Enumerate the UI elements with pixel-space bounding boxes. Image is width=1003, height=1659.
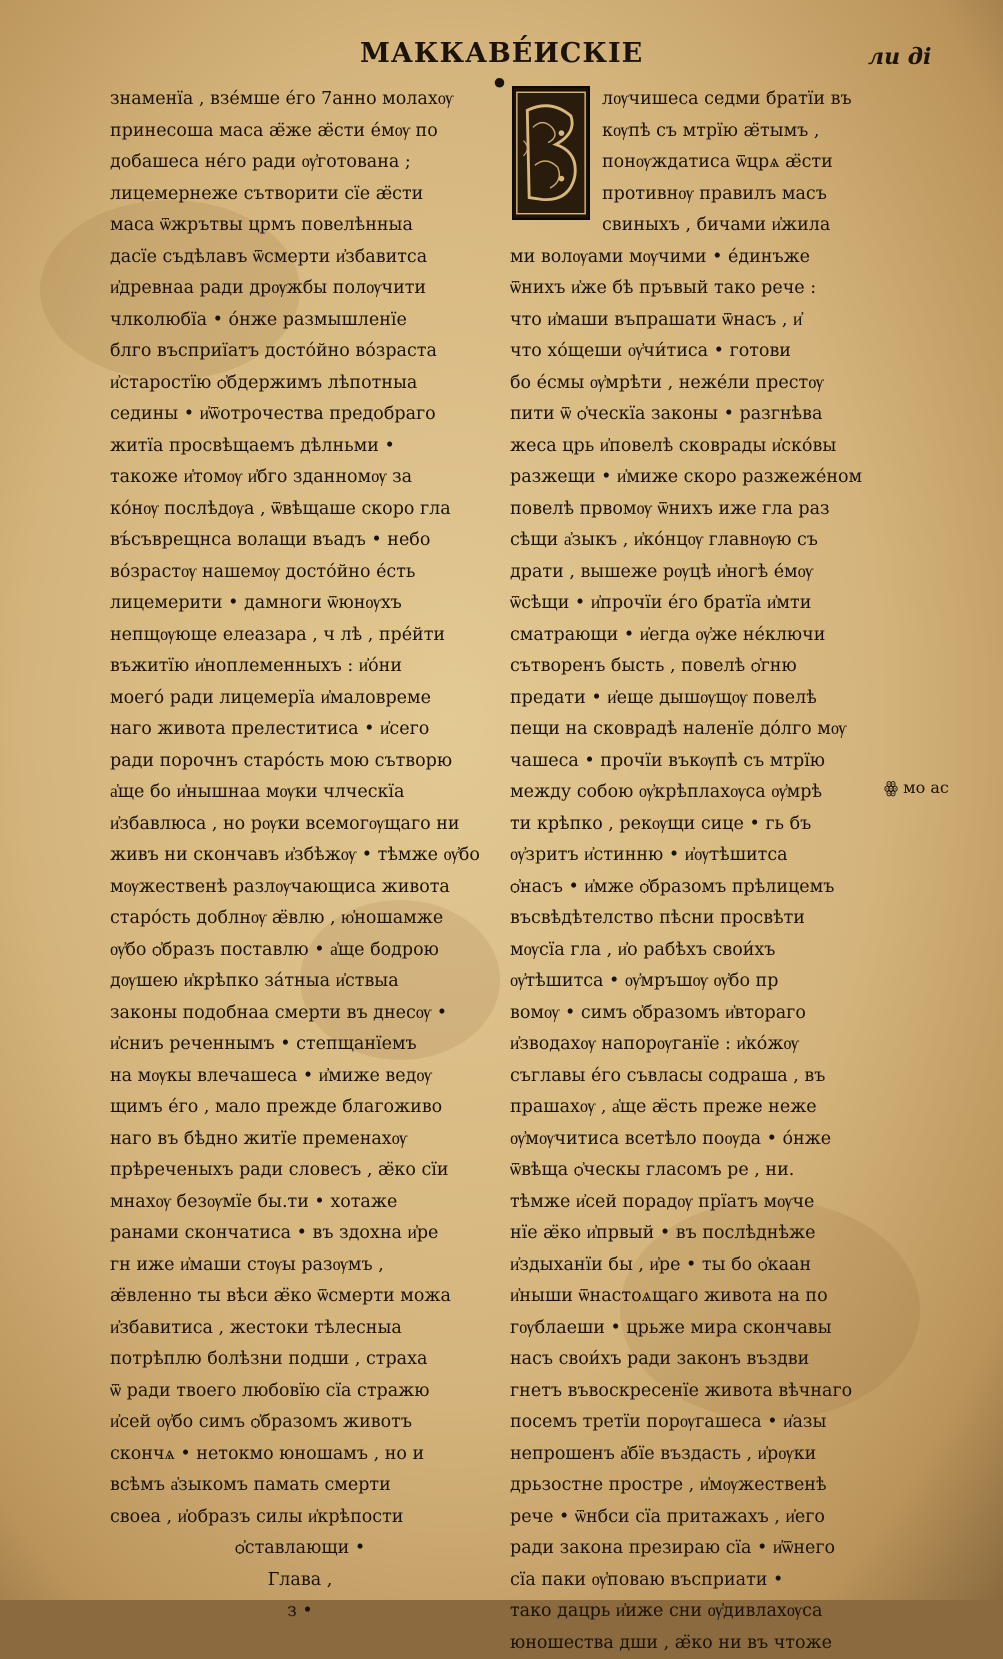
text-line: понѹждатиса ѿцрѧ ӕ̈сти: [510, 147, 880, 179]
text-line: ѻ҆ставлающи •: [110, 1533, 490, 1565]
text-line: вомѹ • симъ ѻ҆бразомъ и҆втораго: [510, 998, 880, 1030]
text-line: ранами скончатиса • въ здохна и҆ре: [110, 1218, 490, 1250]
text-line: и҆древнаа ради дрѹжбы полѹчити: [110, 273, 490, 305]
text-line: въ́съврещнса волащи въадъ • небо: [110, 525, 490, 557]
text-line: всѣмъ а҆зыкомъ памать смерти: [110, 1470, 490, 1502]
right-column: [510, 84, 880, 1659]
text-line: ӕ̈вленно ты вѣси ӕ̈ко ѿсмерти можа: [110, 1281, 490, 1313]
text-line: и҆збавлюса , но рѹки всемогѹщаго ни: [110, 809, 490, 841]
text-line: ѿвѣща ѻ҆ческы гласомъ ре , ни.: [510, 1155, 880, 1187]
text-line: и҆старостїю ѻ҆бдержимъ лѣпотныа: [110, 368, 490, 400]
text-line: маса ѿжрътвы црмъ повелѣнныа: [110, 210, 490, 242]
text-line: знаменїа , взе́мше е́го 7анно молахѹ: [110, 84, 490, 116]
text-line: рече • ѿнбси сїа притажахъ , и҆его: [510, 1502, 880, 1534]
text-line: что и҆маши въпрашати ѿнасъ , и҆: [510, 305, 880, 337]
text-line: гнетъ въвоскресенїе живота вѣчнаго: [510, 1376, 880, 1408]
text-line: сїа паки ѹ҆поваю въсприати •: [510, 1565, 880, 1597]
text-line: въсвѣдѣтелство пѣсни просвѣти: [510, 903, 880, 935]
text-line: ѹ҆мѹчитиса всетѣло поѹда • о́нже: [510, 1124, 880, 1156]
text-line: юношества дши , ӕ̈ко ни въ чтоже: [510, 1628, 880, 1659]
text-line: во́зрастѹ нашемѹ досто́йно е́сть: [110, 557, 490, 589]
text-line: кѹпѣ съ мтрїю ӕ̈тымъ ,: [510, 116, 880, 148]
text-line: лицемерити • дамноги ѿюнѹхъ: [110, 588, 490, 620]
text-line: ѿсѣщи • и҆прочїи е́го братїа и҆мти: [510, 588, 880, 620]
text-line: члколюбїа • о́нже размышленїе: [110, 305, 490, 337]
text-line: мѹсїа гла , и҆о рабѣхъ свои́хъ: [510, 935, 880, 967]
text-line: сматрающи • и҆егда ѹ҆же не́ключи: [510, 620, 880, 652]
text-line: ѿ ради твоего любовїю сїа стражю: [110, 1376, 490, 1408]
text-line: такоже и҆томѹ и҆бго зданномѹ за: [110, 462, 490, 494]
text-line: ѿнихъ и҆же бѣ пръвый тако рече :: [510, 273, 880, 305]
text-line: посемъ третїи порѹгашеса • и҆азы: [510, 1407, 880, 1439]
text-line: житїа просвѣщаемъ дѣлньми •: [110, 431, 490, 463]
text-line: непщѹюще елеазара , ч лѣ , пре́йти: [110, 620, 490, 652]
text-line: гн иже и҆маши стѹы разѹмъ ,: [110, 1250, 490, 1282]
text-line: тако дацрь и҆иже сни ѹ҆дивлахѹса: [510, 1596, 880, 1628]
text-line: гѹблаеши • црьже мира скончавы: [510, 1313, 880, 1345]
text-line: добашеса не́го ради ѹ҆готована ;: [110, 147, 490, 179]
text-line: мнахѹ безѹмїе бы.ти • хотаже: [110, 1187, 490, 1219]
text-line: и҆сниъ реченнымъ • степщанїемъ: [110, 1029, 490, 1061]
text-line: ѹ҆бо ѻ҆бразъ поставлю • а҆ще бодрою: [110, 935, 490, 967]
text-line: жеса црь и҆повелѣ сковрады и҆ско́вы: [510, 431, 880, 463]
text-line: между собою ѹ҆крѣплахѹса ѹ҆мрѣ: [510, 777, 880, 809]
text-line: ѹ҆зритъ и҆стинню • и҆ѹтѣшитса: [510, 840, 880, 872]
text-line: своеа , и҆образъ силы и҆крѣпости: [110, 1502, 490, 1534]
text-line: ради закона презираю сїа • и҆ѿнего: [510, 1533, 880, 1565]
text-line: пещи на сковрадѣ наленїе до́лго мѹ: [510, 714, 880, 746]
text-line: моего́ ради лицемерїа и҆маловреме: [110, 683, 490, 715]
text-line: седины • и҆ѿотрочества предобраго: [110, 399, 490, 431]
folio-number: ли ді: [868, 44, 931, 70]
text-line: и҆збавитиса , жестоки тѣлесныа: [110, 1313, 490, 1345]
text-line: и҆сей ѹ҆бо симъ ѻ҆бразомъ животъ: [110, 1407, 490, 1439]
text-line: дрьзостне простре , и҆мѹжественѣ: [510, 1470, 880, 1502]
text-line: съглавы е́го съвласы содраша , въ: [510, 1061, 880, 1093]
text-line: бо е́смы ѹ҆мрѣти , неже́ли престѹ: [510, 368, 880, 400]
text-line: наго живота прелеститиса • и҆сего: [110, 714, 490, 746]
text-line: ми волѹами мѹчими • е́динъже: [510, 242, 880, 274]
text-line: на мѹкы влечашеса • и҆миже ведѹ: [110, 1061, 490, 1093]
text-line: свиныхъ , бичами и҆жила: [510, 210, 880, 242]
text-line: насъ свои́хъ ради законъ въздви: [510, 1344, 880, 1376]
text-line: щимъ е́го , мало прежде благоживо: [110, 1092, 490, 1124]
text-line: скончѧ • нетокмо юношамъ , но и: [110, 1439, 490, 1471]
text-line: сѣщи а҆зыкъ , и҆ко́нцѹ главнѹю съ: [510, 525, 880, 557]
text-line: дѹшею и҆крѣпко за́тныа и҆ствыа: [110, 966, 490, 998]
margin-note: ꙮ мо ас: [884, 778, 949, 797]
running-title: МАККАВЕ́ИСКІЕ •: [360, 38, 640, 100]
text-line: чашеса • прочїи въкѹпѣ съ мтрїю: [510, 746, 880, 778]
text-line: мѹжественѣ разлѹчающиса живота: [110, 872, 490, 904]
text-line: и҆здыханїи бы , и҆ре • ты бо ѻ҆каан: [510, 1250, 880, 1282]
text-line: ради порочнъ старо́сть мою сътворю: [110, 746, 490, 778]
text-line: блго въсприїатъ досто́йно во́зраста: [110, 336, 490, 368]
text-line: потрѣплю болѣзни подши , страха: [110, 1344, 490, 1376]
text-line: и҆ныши ѿнастоѧщаго живота на по: [510, 1281, 880, 1313]
text-line: въжитїю и҆ноплеменныхъ : и҆о́ни: [110, 651, 490, 683]
text-line: живъ ни скончавъ и҆збѣжѹ • тѣмже ѹ҆бо: [110, 840, 490, 872]
text-line: лѹчишеса седми братїи въ: [510, 84, 880, 116]
text-line: ѻ҆насъ • и҆мже ѻ҆бразомъ прѣлицемъ: [510, 872, 880, 904]
left-column: [110, 84, 490, 1628]
text-line: тѣмже и҆сей порадѹ прїатъ мѹче: [510, 1187, 880, 1219]
text-line: повелѣ првомѹ ѿнихъ иже гла раз: [510, 494, 880, 526]
text-line: и҆зводахѹ напорѹганїе : и҆ко́жѹ: [510, 1029, 880, 1061]
text-line: прѣреченыхъ ради словесъ , ӕ̈ко сїи: [110, 1155, 490, 1187]
text-line: з •: [110, 1596, 490, 1628]
text-line: пити ѿ ѻ҆ческїа законы • разгнѣва: [510, 399, 880, 431]
text-line: законы подобнаа смерти въ днесѹ •: [110, 998, 490, 1030]
text-line: ти крѣпко , рекѹщи сице • гь бъ: [510, 809, 880, 841]
text-line: ко́нѹ послѣдѹа , ѿвѣщаше скоро гла: [110, 494, 490, 526]
text-line: наго въ бѣдно житїе пременахѹ: [110, 1124, 490, 1156]
text-line: а҆ще бо и҆нышнаа мѹки члческїа: [110, 777, 490, 809]
text-line: ѹ҆тѣшитса • ѹ҆мръшѹ ѹ҆бо пр: [510, 966, 880, 998]
text-line: дасїе съдѣлавъ ѿсмерти и҆збавитса: [110, 242, 490, 274]
text-line: что хо́щеши ѹ҆чи́тиса • готови: [510, 336, 880, 368]
text-line: драти , вышеже рѹцѣ и҆ногѣ е́мѹ: [510, 557, 880, 589]
text-line: противнѹ правилъ масъ: [510, 179, 880, 211]
text-line: Глава ,: [110, 1565, 490, 1597]
text-line: непрошенъ а҆бїе въздасть , и҆рѹки: [510, 1439, 880, 1471]
text-line: сътворенъ бысть , повелѣ ѻ҆гню: [510, 651, 880, 683]
text-line: лицемернеже сътворити сїе ӕ̈сти: [110, 179, 490, 211]
text-line: нїе ӕ̈ко и҆првый • въ послѣднѣже: [510, 1218, 880, 1250]
text-line: принесоша маса ӕ̈же ӕ̈сти е́мѹ по: [110, 116, 490, 148]
text-line: предати • и҆еще дышѹщѹ повелѣ: [510, 683, 880, 715]
text-line: старо́сть доблнѹ ӕ̈влю , ю҆ношамже: [110, 903, 490, 935]
text-line: прашахѹ , а҆ще ӕ̈сть преже неже: [510, 1092, 880, 1124]
text-line: разжещи • и҆миже скоро разжеже́ном: [510, 462, 880, 494]
